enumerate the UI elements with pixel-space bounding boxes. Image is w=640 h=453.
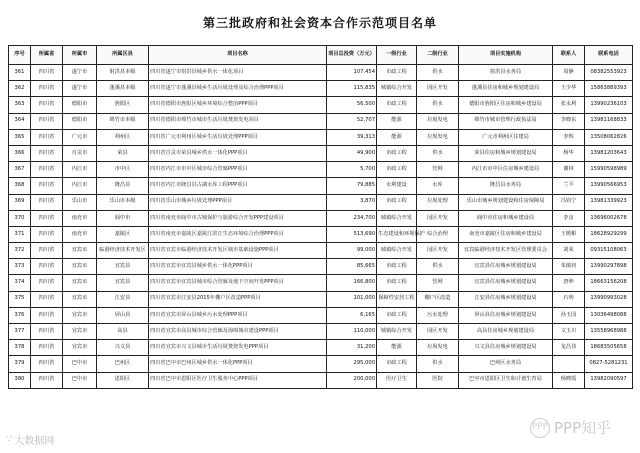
cell-project-name: 四川省宜宾市临港经济技术开发区城市基础设施PPP项目: [149, 243, 327, 259]
cell-province: 四川省: [31, 307, 63, 323]
cell-phone: 13990993028: [585, 291, 633, 307]
table-row: [9, 226, 633, 242]
page-title: 第三批政府和社会资本合作示范项目名单: [202, 16, 437, 30]
cell-industry-2: 园区开发: [417, 81, 459, 97]
cell-contact: 龙昌伟: [553, 340, 585, 356]
cell-investment: 166,800: [327, 275, 377, 291]
cell-industry-1: 医疗卫生: [377, 372, 417, 388]
cell-phone: 13558968988: [585, 324, 633, 340]
cell-project-name: 四川省德阳市绵竹市城市生活垃圾焚烧发电项目: [149, 113, 327, 129]
cell-province: 四川省: [31, 275, 63, 291]
cell-city: 巴中市: [63, 372, 97, 388]
table-row: [9, 97, 633, 113]
cell-county: 隆昌县: [97, 178, 149, 194]
cell-investment: 115,835: [327, 81, 377, 97]
cell-project-name: 四川省宜宾市兴文县城市生活垃圾焚烧发电PPP项目: [149, 340, 327, 356]
cell-industry-1: 市政工程: [377, 194, 417, 210]
watermark-left-text: 大数据网: [14, 436, 55, 447]
cell-industry-2: 垃圾处理: [417, 194, 459, 210]
cell-county: 乐山市本级: [97, 194, 149, 210]
cell-project-name: 四川省内江市市中区城市综合管廊PPP项目: [149, 162, 327, 178]
watermark-right: [530, 417, 611, 438]
cell-contact: 王媛彬: [553, 226, 585, 242]
cell-investment: 234,700: [327, 210, 377, 226]
table-row: [9, 259, 633, 275]
cell-industry-1: 城镇综合开发: [377, 210, 417, 226]
cell-city: 自贡市: [63, 145, 97, 161]
cell-index: 363: [9, 97, 31, 113]
cell-index: 376: [9, 307, 31, 323]
cell-investment: 3,870: [327, 194, 377, 210]
cell-agency: 宜宾临港经济技术开发区管理委员会: [459, 243, 553, 259]
cell-agency: 德阳市旌阳区住房和城乡建设局: [459, 97, 553, 113]
cell-county: 绵竹市本级: [97, 113, 149, 129]
cell-agency: 屏山县住房城乡规划建设局: [459, 307, 553, 323]
cell-agency: 荣县住房和城乡规划建设局: [459, 145, 553, 161]
cell-project-name: 四川省广元市利州区城乡生活垃圾处理PPP项目: [149, 129, 327, 145]
cell-city: 宜宾市: [63, 259, 97, 275]
cell-investment: 85,665: [327, 259, 377, 275]
table-header-row: [9, 46, 633, 65]
cell-agency: 射洪县水务局: [459, 65, 553, 81]
cell-industry-2: 棚户区改造: [417, 291, 459, 307]
cell-industry-2: 供水: [417, 259, 459, 275]
cell-county: 旌阳区: [97, 97, 149, 113]
table-row: [9, 210, 633, 226]
column-header: 联系电话: [585, 46, 633, 65]
cell-contact: 唐坤: [553, 275, 585, 291]
cell-agency: 蓬溪县住房和城乡规划建设局: [459, 81, 553, 97]
cell-industry-2: 园区开发: [417, 210, 459, 226]
cell-industry-1: 市政工程: [377, 259, 417, 275]
cell-agency: 绵竹市城市管理行政执法局: [459, 113, 553, 129]
column-header: 项目名称: [149, 46, 327, 65]
cell-index: 374: [9, 275, 31, 291]
cell-index: 362: [9, 81, 31, 97]
cell-province: 四川省: [31, 81, 63, 97]
cell-county: 临港经济技术开发区: [97, 243, 149, 259]
cell-industry-1: 能源: [377, 340, 417, 356]
cell-phone: 18628929299: [585, 226, 633, 242]
watermark-badge-icon: PPP: [530, 418, 550, 438]
cell-province: 四川省: [31, 243, 63, 259]
table-row: [9, 307, 633, 323]
cell-contact: [553, 356, 585, 372]
cell-contact: 李晓东: [553, 113, 585, 129]
cell-contact: 周静: [553, 65, 585, 81]
cell-agency: 乐山市城乡规划建设和住房保障局: [459, 194, 553, 210]
cell-industry-2: 供水: [417, 356, 459, 372]
cell-city: 乐山市: [63, 194, 97, 210]
cell-province: 四川省: [31, 65, 63, 81]
cell-industry-2: 供水: [417, 65, 459, 81]
cell-project-name: 四川省南充市阆中市古城保护与旅游综合开发PPP建设项目: [149, 210, 327, 226]
cell-province: 四川省: [31, 194, 63, 210]
cell-index: 379: [9, 356, 31, 372]
cell-city: 宜宾市: [63, 307, 97, 323]
cell-investment: 79,885: [327, 178, 377, 194]
cell-index: 370: [9, 210, 31, 226]
table-body: [9, 65, 633, 389]
column-header: 项目实施机构: [459, 46, 553, 65]
table-row: [9, 356, 633, 372]
table-row: [9, 129, 633, 145]
cell-industry-1: 市政工程: [377, 145, 417, 161]
cell-province: 四川省: [31, 145, 63, 161]
watermark-left: [6, 432, 54, 447]
cell-province: 四川省: [31, 210, 63, 226]
cell-city: 巴中市: [63, 356, 97, 372]
cell-industry-1: 保障性安居工程: [377, 291, 417, 307]
table-row: [9, 324, 633, 340]
table-row: [9, 372, 633, 388]
cell-phone: 09315108063: [585, 243, 633, 259]
cell-industry-2: 管网: [417, 275, 459, 291]
cell-county: 恩阳区: [97, 372, 149, 388]
cell-index: 372: [9, 243, 31, 259]
cell-agency: 广元市利州区住建局: [459, 129, 553, 145]
cell-index: 365: [9, 129, 31, 145]
cell-industry-1: 市政工程: [377, 307, 417, 323]
table-row: [9, 243, 633, 259]
cell-investment: 200,000: [327, 372, 377, 388]
cell-city: 遂宁市: [63, 65, 97, 81]
cell-agency: 南充市嘉陵区住房和城乡建设局: [459, 226, 553, 242]
cell-project-name: 四川省自贡市荣县城乡供水一体化PPP项目: [149, 145, 327, 161]
cell-investment: 5,700: [327, 162, 377, 178]
cell-county: 巴州区: [97, 356, 149, 372]
column-header: 一级行业: [377, 46, 417, 65]
cell-province: 四川省: [31, 129, 63, 145]
column-header: 所属省: [31, 46, 63, 65]
column-header: 所属市: [63, 46, 97, 65]
cell-industry-2: 供水: [417, 97, 459, 113]
cell-project-name: 四川省宜宾市宜宾县城乡供水一体化PPP项目: [149, 259, 327, 275]
cell-index: 369: [9, 194, 31, 210]
cell-phone: 13036498088: [585, 307, 633, 323]
cell-county: 市中区: [97, 162, 149, 178]
cell-province: 四川省: [31, 178, 63, 194]
cell-province: 四川省: [31, 113, 63, 129]
cell-province: 四川省: [31, 324, 63, 340]
cell-index: 364: [9, 113, 31, 129]
cell-investment: 99,000: [327, 243, 377, 259]
cell-industry-2: 管网: [417, 162, 459, 178]
cell-contact: 石明: [553, 291, 585, 307]
cell-agency: 巴中市恩阳区卫生和计划生育局: [459, 372, 553, 388]
cell-project-name: 四川省遂宁市射洪县城乡供水一体化项目: [149, 65, 327, 81]
table-row: [9, 275, 633, 291]
cell-agency: 阆中市住房和城乡建设局: [459, 210, 553, 226]
cell-agency: 高县住房城乡规划建设局: [459, 324, 553, 340]
cell-county: 高县: [97, 324, 149, 340]
cell-agency: 巴州区水务局: [459, 356, 553, 372]
cell-project-name: 四川省宜宾市高县城市综合管廊及海绵城市建设PPP项目: [149, 324, 327, 340]
cell-project-name: 四川省内江市隆昌县古湖水库工程PPP项目: [149, 178, 327, 194]
cell-city: 德阳市: [63, 97, 97, 113]
cell-phone: 13508062826: [585, 129, 633, 145]
cell-phone: 13696002678: [585, 210, 633, 226]
cell-index: 366: [9, 145, 31, 161]
cell-contact: 王少华: [553, 81, 585, 97]
cell-city: 宜宾市: [63, 275, 97, 291]
cell-province: 四川省: [31, 162, 63, 178]
cell-city: 内江市: [63, 162, 97, 178]
cell-investment: 101,000: [327, 291, 377, 307]
cell-industry-1: 市政工程: [377, 65, 417, 81]
cell-province: 四川省: [31, 97, 63, 113]
cell-city: 内江市: [63, 178, 97, 194]
cell-phone: 13981168833: [585, 113, 633, 129]
cell-industry-2: 综合治理: [417, 226, 459, 242]
cell-province: 四川省: [31, 226, 63, 242]
cell-industry-2: 园区开发: [417, 243, 459, 259]
table-row: [9, 145, 633, 161]
cell-county: 射洪县本级: [97, 65, 149, 81]
cell-city: 南充市: [63, 210, 97, 226]
cell-county: 宜宾县: [97, 259, 149, 275]
cell-project-name: 四川省宜宾市屏山县城乡污水处理PPP项目: [149, 307, 327, 323]
cell-province: 四川省: [31, 291, 63, 307]
cell-industry-1: 能源: [377, 113, 417, 129]
cell-industry-2: 垃圾发电: [417, 129, 459, 145]
cell-industry-1: 市政工程: [377, 356, 417, 372]
cell-contact: 兰平: [553, 178, 585, 194]
cell-index: 380: [9, 372, 31, 388]
cell-project-name: 四川省乐山市城乡垃圾处理PPP项目: [149, 194, 327, 210]
cell-investment: 31,200: [327, 340, 377, 356]
cell-industry-2: 供水: [417, 145, 459, 161]
cell-investment: 6,165: [327, 307, 377, 323]
cell-contact: 李辉: [553, 129, 585, 145]
cell-contact: 孙玉园: [553, 307, 585, 323]
project-table: [8, 45, 633, 389]
cell-industry-1: 水利建设: [377, 178, 417, 194]
cell-phone: 13990236103: [585, 97, 633, 113]
cell-agency: 江安县住房城乡规划建设局: [459, 291, 553, 307]
cell-city: 南充市: [63, 226, 97, 242]
cell-phone: 15863889393: [585, 81, 633, 97]
cell-phone: 13981339923: [585, 194, 633, 210]
table-row: [9, 113, 633, 129]
cell-agency: 兴文县住房城乡规划建设局: [459, 340, 553, 356]
watermark-right-text: PPP知乎: [554, 419, 612, 437]
cell-county: 宜宾县: [97, 275, 149, 291]
cell-industry-1: 城镇综合开发: [377, 324, 417, 340]
column-header: 项目总投资（万元）: [327, 46, 377, 65]
cell-county: 利州区: [97, 129, 149, 145]
cell-project-name: 四川省南充市嘉陵区嘉陵江滨江生态环境综合治理PPP项目: [149, 226, 327, 242]
cell-project-name: 四川省巴中市巴州区城乡供水一体化PPP项目: [149, 356, 327, 372]
cell-phone: 0827-5281231: [585, 356, 633, 372]
cell-industry-1: 市政工程: [377, 162, 417, 178]
cell-province: 四川省: [31, 372, 63, 388]
cell-industry-1: 生态建设和环境保护: [377, 226, 417, 242]
column-header: 联系人: [553, 46, 585, 65]
cell-city: 德阳市: [63, 113, 97, 129]
cell-city: 宜宾市: [63, 340, 97, 356]
cell-province: 四川省: [31, 259, 63, 275]
cell-project-name: 四川省宜宾市江安县2015年棚户区改造PPP项目: [149, 291, 327, 307]
cell-phone: 13990297898: [585, 259, 633, 275]
cell-index: 377: [9, 324, 31, 340]
table-row: [9, 65, 633, 81]
cell-index: 378: [9, 340, 31, 356]
cell-investment: 295,000: [327, 356, 377, 372]
cell-industry-1: 市政工程: [377, 97, 417, 113]
table-row: [9, 194, 633, 210]
cell-investment: 56,500: [327, 97, 377, 113]
cell-province: 四川省: [31, 340, 63, 356]
cell-city: 广元市: [63, 129, 97, 145]
cell-index: 368: [9, 178, 31, 194]
cell-contact: 谢林: [553, 162, 585, 178]
cell-phone: 13990566953: [585, 178, 633, 194]
cell-index: 367: [9, 162, 31, 178]
cell-project-name: 四川省巴中市恩阳区医疗卫生服务中心PPP项目: [149, 372, 327, 388]
cell-investment: 110,000: [327, 324, 377, 340]
cell-index: 373: [9, 259, 31, 275]
cell-phone: 18683505658: [585, 340, 633, 356]
table-row: [9, 81, 633, 97]
cell-industry-2: 污水处理: [417, 307, 459, 323]
watermark-logo-icon: ∵: [6, 434, 13, 445]
cell-county: 嘉陵区: [97, 226, 149, 242]
column-header: 二级行业: [417, 46, 459, 65]
cell-industry-1: 城镇综合开发: [377, 81, 417, 97]
column-header: 所属区县: [97, 46, 149, 65]
cell-index: 371: [9, 226, 31, 242]
cell-contact: 李彦: [553, 210, 585, 226]
cell-county: 阆中市: [97, 210, 149, 226]
cell-investment: 107,454: [327, 65, 377, 81]
cell-contact: 朱镇钊: [553, 259, 585, 275]
cell-city: 遂宁市: [63, 81, 97, 97]
cell-investment: 513,690: [327, 226, 377, 242]
cell-phone: 08382553923: [585, 65, 633, 81]
cell-index: 375: [9, 291, 31, 307]
cell-phone: 15990598989: [585, 162, 633, 178]
table-row: [9, 340, 633, 356]
cell-city: 宜宾市: [63, 324, 97, 340]
column-header: 序号: [9, 46, 31, 65]
cell-city: 宜宾市: [63, 243, 97, 259]
cell-county: 兴文县: [97, 340, 149, 356]
cell-project-name: 四川省宜宾市宜宾县城市综合管廊及地下空间开发PPP项目: [149, 275, 327, 291]
cell-phone: 13982090597: [585, 372, 633, 388]
cell-province: 四川省: [31, 356, 63, 372]
cell-county: 屏山县: [97, 307, 149, 323]
cell-county: 蓬溪县本级: [97, 81, 149, 97]
cell-investment: 49,900: [327, 145, 377, 161]
cell-project-name: 四川省德阳市旌阳区城乡环境综合整治PPP项目: [149, 97, 327, 113]
cell-contact: 冯钧宁: [553, 194, 585, 210]
cell-contact: 刘荣: [553, 243, 585, 259]
cell-county: 江安县: [97, 291, 149, 307]
cell-industry-2: 垃圾发电: [417, 340, 459, 356]
table-row: [9, 178, 633, 194]
table-row: [9, 162, 633, 178]
cell-industry-2: 医院: [417, 372, 459, 388]
cell-industry-1: 市政工程: [377, 275, 417, 291]
cell-industry-1: 城镇综合开发: [377, 243, 417, 259]
cell-index: 361: [9, 65, 31, 81]
project-table-container: [8, 45, 632, 389]
cell-phone: 13981203643: [585, 145, 633, 161]
cell-city: 宜宾市: [63, 291, 97, 307]
cell-county: 荣县: [97, 145, 149, 161]
table-row: [9, 291, 633, 307]
cell-industry-1: 能源: [377, 129, 417, 145]
cell-project-name: 四川省遂宁市蓬溪县城乡生活垃圾处理及综合治理PPP项目: [149, 81, 327, 97]
cell-agency: 内江市市中区住房城乡建设局: [459, 162, 553, 178]
cell-contact: 杨晓霞: [553, 372, 585, 388]
cell-industry-2: 水库: [417, 178, 459, 194]
cell-contact: 文玉川: [553, 324, 585, 340]
cell-agency: 宜宾县住房城乡规划建设局: [459, 259, 553, 275]
cell-industry-2: 园区开发: [417, 324, 459, 340]
cell-industry-2: 垃圾发电: [417, 113, 459, 129]
cell-investment: 39,313: [327, 129, 377, 145]
cell-agency: 宜宾县住房城乡规划建设局: [459, 275, 553, 291]
cell-investment: 52,707: [327, 113, 377, 129]
cell-contact: 杨华: [553, 145, 585, 161]
cell-contact: 张永利: [553, 97, 585, 113]
cell-phone: 18663156208: [585, 275, 633, 291]
cell-agency: 隆昌县水务局: [459, 178, 553, 194]
